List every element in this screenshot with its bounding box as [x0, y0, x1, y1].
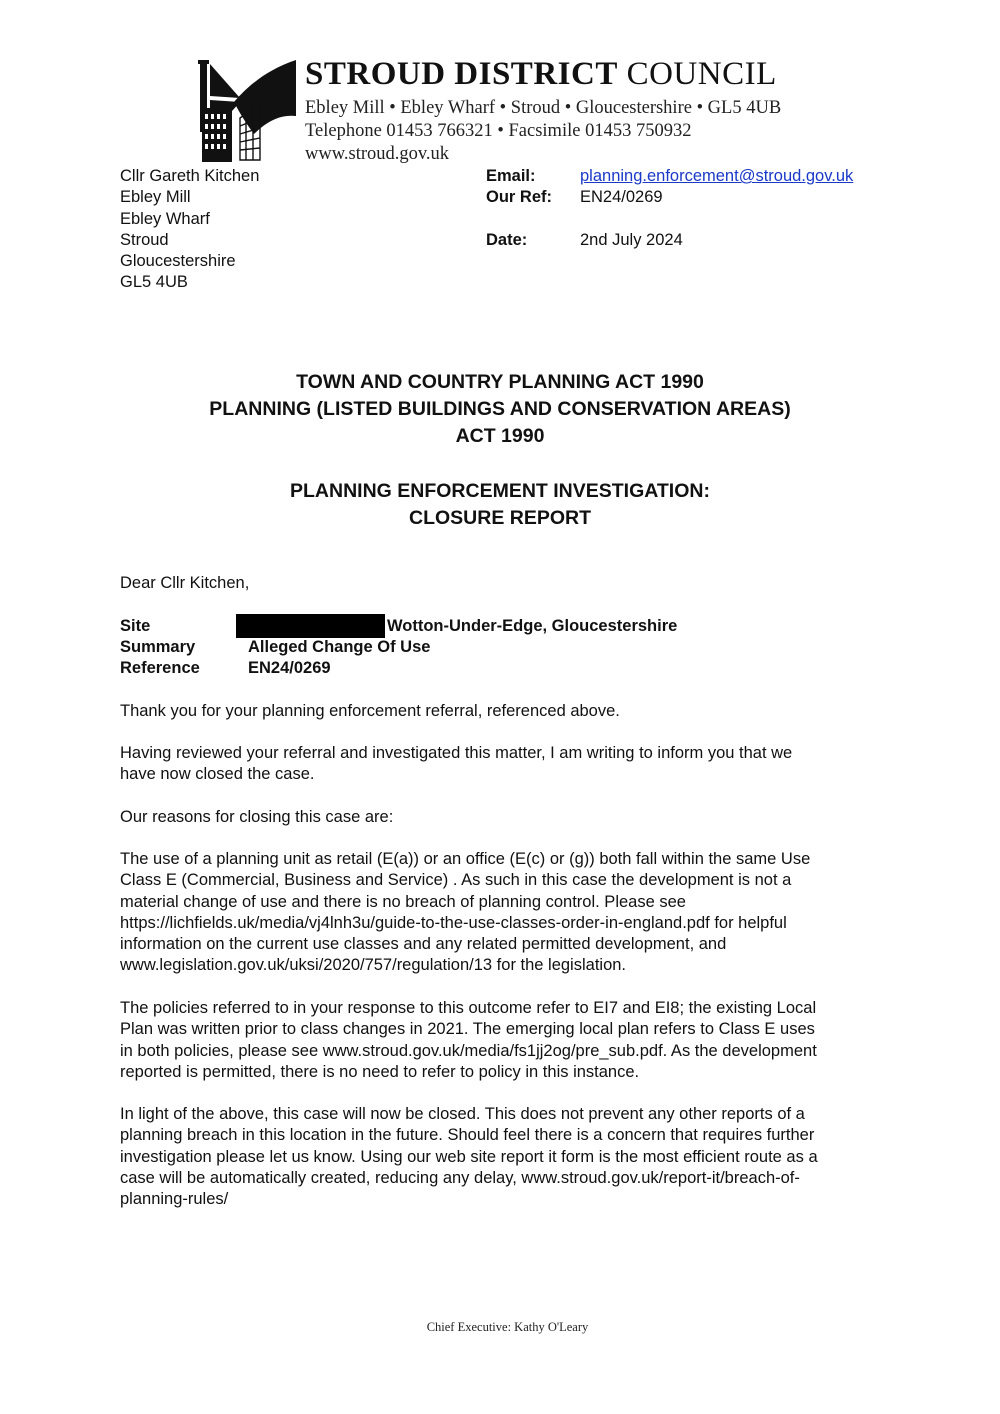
paragraph-line: case will be automatically created, reducing any delay, www.stroud.gov.uk/report-it/breach-of-: [120, 1168, 800, 1187]
paragraph-line: The policies referred to in your response to this outcome refer to EI7 and EI8; the existing Local: [120, 999, 817, 1017]
ebley-mill-logo-icon: [188, 56, 298, 164]
paragraph-line: planning-rules/: [120, 1190, 229, 1209]
paragraph: [120, 998, 910, 1083]
heading-closure-report: CLOSURE REPORT: [408, 507, 591, 529]
paragraph: [120, 807, 910, 828]
email-label: Email:: [486, 167, 536, 185]
paragraph-line: planning breach in this location in the future. Should feel there is a concern that requires further: [120, 1126, 815, 1145]
site-value: Wotton-Under-Edge, Gloucestershire: [387, 617, 678, 635]
address-line: Cllr Gareth Kitchen: [120, 167, 260, 185]
footer-chief-executive: Chief Executive: Kathy O'Leary: [426, 1320, 589, 1334]
paragraph-line: in both policies, please see www.stroud.gov.uk/media/fs1jj2og/pre_sub.pdf. As the development: [120, 1041, 817, 1060]
address-line: Ebley Mill: [120, 188, 191, 207]
summary-label: Summary: [120, 638, 196, 656]
date-row: [486, 230, 683, 251]
paragraph-line: Thank you for your planning enforcement referral, referenced above.: [120, 702, 620, 720]
heading-listed-buildings-act-year: ACT 1990: [455, 425, 545, 447]
heading-listed-buildings-act: PLANNING (LISTED BUILDINGS AND CONSERVATION AREAS): [209, 398, 791, 420]
summary-row: [120, 637, 430, 658]
council-name-light: COUNCIL: [626, 56, 777, 92]
paragraph-line: Having reviewed your referral and investigated this matter, I am writing to inform you that we: [120, 744, 793, 762]
council-name-bold: STROUD DISTRICT: [305, 56, 618, 92]
paragraph-line: Class E (Commercial, Business and Service) . As such in this case the development is not a: [120, 871, 792, 890]
paragraph-line: The use of a planning unit as retail (E(a)) or an office (E(c) or (g)) both fall within the same Use: [120, 850, 811, 868]
paragraph-line: have now closed the case.: [120, 765, 315, 784]
paragraph: [120, 849, 910, 977]
reference-value: EN24/0269: [248, 659, 331, 677]
council-name: [305, 56, 777, 92]
paragraph-line: information on the current use classes and any related permitted development, and: [120, 935, 727, 954]
address-line: GL5 4UB: [120, 273, 188, 292]
address-line: Ebley Wharf: [120, 209, 210, 228]
greeting: Dear Cllr Kitchen,: [120, 574, 250, 592]
paragraph-line: Plan was written prior to class changes in 2021. The emerging local plan refers to Class E uses: [120, 1020, 815, 1039]
paragraph: [120, 1104, 910, 1210]
date-label: Date:: [486, 231, 528, 249]
redaction-box: [236, 614, 385, 638]
council-address: Ebley Mill • Ebley Wharf • Stroud • Gloucestershire • GL5 4UB: [305, 98, 782, 118]
site-row: [120, 616, 248, 637]
council-website[interactable]: www.stroud.gov.uk: [305, 144, 450, 164]
paragraph-line: In light of the above, this case will now be closed. This does not prevent any other reports of a: [120, 1105, 805, 1123]
paragraph: [120, 701, 910, 722]
heading-act-1990: TOWN AND COUNTRY PLANNING ACT 1990: [296, 371, 704, 393]
our-ref-label: Our Ref:: [486, 188, 552, 206]
site-label: Site: [120, 617, 151, 635]
paragraph-line: investigation please let us know. Using our web site report it form is the most efficient route as a: [120, 1147, 818, 1166]
paragraph-line: material change of use and there is no breach of planning control. Please see: [120, 892, 686, 911]
summary-value: Alleged Change Of Use: [248, 638, 431, 656]
email-row: [486, 166, 853, 187]
reference-row: [120, 658, 331, 679]
recipient-address: [120, 166, 259, 294]
heading-investigation: PLANNING ENFORCEMENT INVESTIGATION:: [290, 480, 710, 502]
council-phone: Telephone 01453 766321 • Facsimile 01453 750932: [305, 121, 692, 141]
address-line: Gloucestershire: [120, 252, 236, 271]
paragraph-line: www.legislation.gov.uk/uksi/2020/757/regulation/13 for the legislation.: [120, 956, 627, 975]
address-line: Stroud: [120, 230, 169, 249]
date-value: 2nd July 2024: [580, 231, 683, 249]
email-link[interactable]: planning.enforcement@stroud.gov.uk: [580, 167, 854, 185]
paragraph-line: https://lichfields.uk/media/vj4lnh3u/guide-to-the-use-classes-order-in-england.pdf for helpful: [120, 913, 787, 932]
paragraph-line: Our reasons for closing this case are:: [120, 808, 394, 826]
paragraph-line: reported is permitted, there is no need to refer to policy in this instance.: [120, 1062, 640, 1081]
paragraph: [120, 743, 910, 786]
reference-label: Reference: [120, 659, 200, 677]
our-ref-row: [486, 187, 663, 208]
our-ref-value: EN24/0269: [580, 188, 663, 206]
